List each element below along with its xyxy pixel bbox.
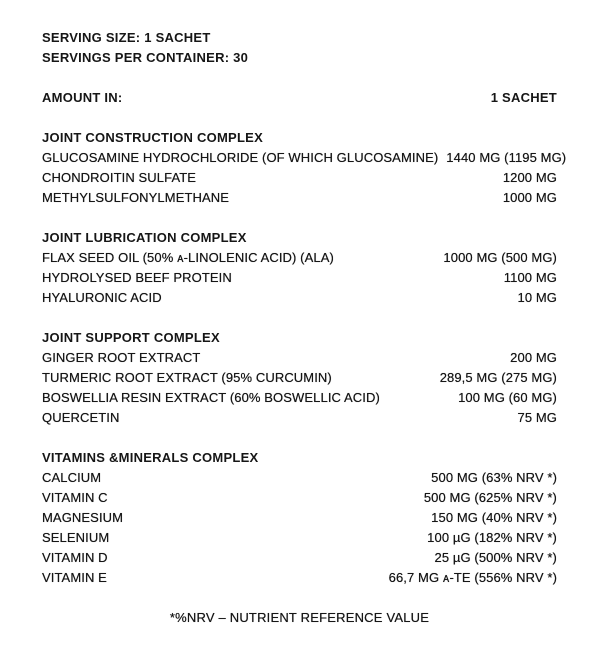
ingredient-row [42, 368, 557, 388]
ingredient-row [42, 508, 557, 528]
nrv-footnote: *%NRV – NUTRIENT REFERENCE VALUE [169, 610, 430, 625]
ingredient-row [42, 468, 557, 488]
ingredient-amount: 500 MG (625% NRV *) [423, 490, 557, 505]
section-title: JOINT LUBRICATION COMPLEX [42, 230, 247, 245]
ingredient-name: FLAX SEED OIL (50% ᴀ-LINOLENIC ACID) (ALA) [42, 250, 334, 265]
ingredient-amount: 1440 MG (1195 MG) [446, 150, 567, 165]
ingredient-row [42, 188, 557, 208]
ingredient-name: MAGNESIUM [42, 510, 124, 525]
ingredient-amount: 289,5 MG (275 MG) [439, 370, 557, 385]
ingredient-row [42, 348, 557, 368]
ingredient-name: QUERCETIN [42, 410, 120, 425]
ingredient-row [42, 288, 557, 308]
ingredient-amount: 10 MG [517, 290, 557, 305]
ingredient-row [42, 248, 557, 268]
ingredient-amount: 1100 MG [503, 270, 557, 285]
ingredient-amount: 200 MG [510, 350, 557, 365]
ingredient-row [42, 548, 557, 568]
ingredient-row [42, 568, 557, 588]
ingredient-name: VITAMIN D [42, 550, 108, 565]
ingredient-row [42, 408, 557, 428]
ingredient-amount: 1200 MG [502, 170, 557, 185]
ingredient-amount: 25 µG (500% NRV *) [434, 550, 557, 565]
ingredient-row [42, 388, 557, 408]
amount-in-label: AMOUNT IN: [42, 90, 123, 105]
ingredient-name: TURMERIC ROOT EXTRACT (95% CURCUMIN) [42, 370, 332, 385]
section-title: VITAMINS &MINERALS COMPLEX [42, 450, 259, 465]
ingredient-name: SELENIUM [42, 530, 110, 545]
ingredient-amount: 100 MG (60 MG) [458, 390, 557, 405]
servings-per-container-line: SERVINGS PER CONTAINER: 30 [42, 50, 249, 65]
ingredient-amount: 75 MG [517, 410, 557, 425]
ingredient-name: GLUCOSAMINE HYDROCHLORIDE (OF WHICH GLUCOSAMINE) [42, 150, 439, 165]
amount-in-value: 1 SACHET [490, 90, 557, 105]
ingredient-amount: 1000 MG [502, 190, 557, 205]
section-joint-construction-complex [42, 128, 567, 208]
ingredient-row [42, 168, 557, 188]
section-joint-support-complex [42, 328, 557, 428]
ingredient-row [42, 268, 557, 288]
section-title: JOINT SUPPORT COMPLEX [42, 330, 220, 345]
ingredient-row [42, 148, 567, 168]
ingredient-row [42, 528, 557, 548]
amount-header-row [42, 88, 557, 108]
section-title: JOINT CONSTRUCTION COMPLEX [42, 130, 264, 145]
ingredient-name: HYDROLYSED BEEF PROTEIN [42, 270, 232, 285]
ingredient-name: VITAMIN E [42, 570, 107, 585]
ingredient-row [42, 488, 557, 508]
ingredient-name: HYALURONIC ACID [42, 290, 162, 305]
ingredient-amount: 500 MG (63% NRV *) [431, 470, 557, 485]
ingredient-name: VITAMIN C [42, 490, 108, 505]
section-joint-lubrication-complex [42, 228, 557, 308]
ingredient-amount: 100 µG (182% NRV *) [427, 530, 557, 545]
ingredient-name: CALCIUM [42, 470, 102, 485]
ingredient-amount: 1000 MG (500 MG) [443, 250, 557, 265]
ingredient-name: GINGER ROOT EXTRACT [42, 350, 201, 365]
ingredient-name: CHONDROITIN SULFATE [42, 170, 197, 185]
serving-size-line: SERVING SIZE: 1 SACHET [42, 30, 211, 45]
section-vitamins-minerals-complex [42, 448, 557, 588]
ingredient-name: METHYLSULFONYLMETHANE [42, 190, 230, 205]
ingredient-amount: 150 MG (40% NRV *) [431, 510, 557, 525]
ingredient-name: BOSWELLIA RESIN EXTRACT (60% BOSWELLIC ACID) [42, 390, 380, 405]
ingredient-amount: 66,7 MG ᴀ-TE (556% NRV *) [388, 570, 557, 585]
